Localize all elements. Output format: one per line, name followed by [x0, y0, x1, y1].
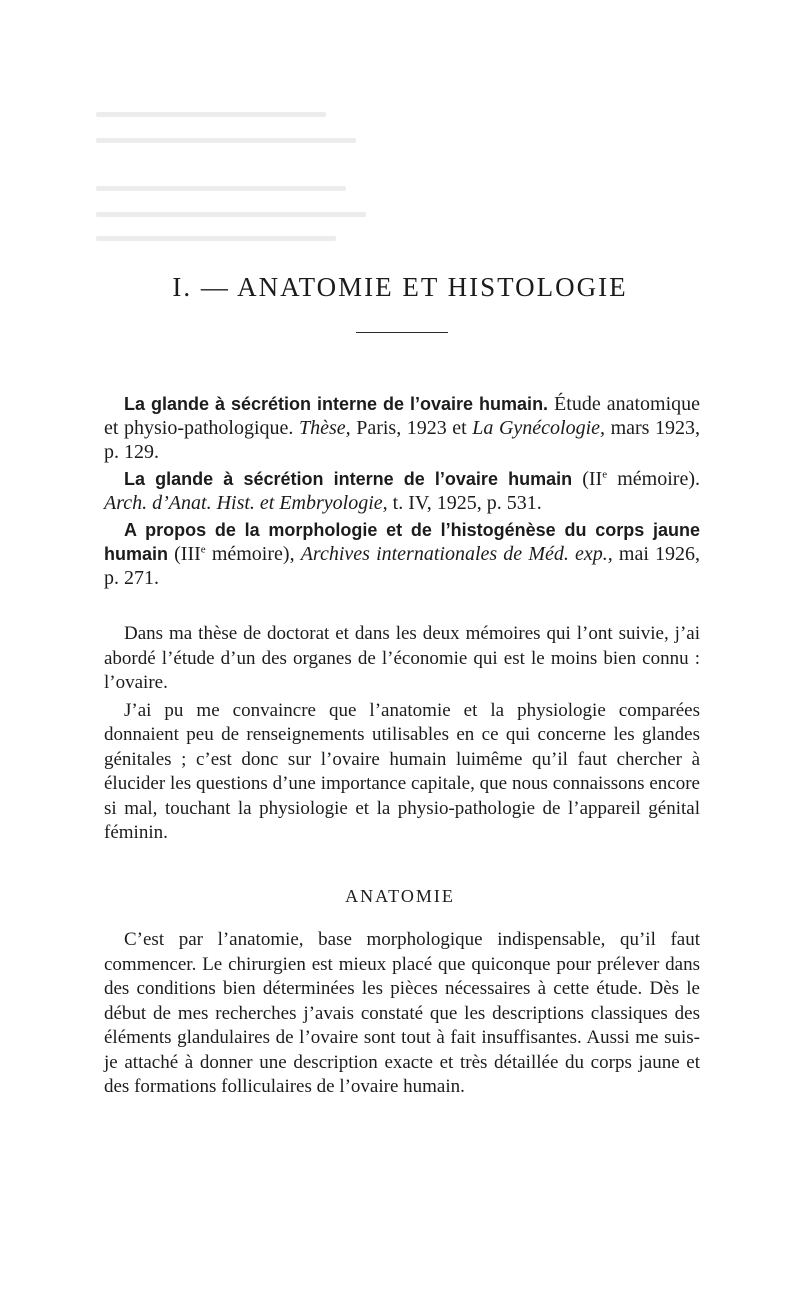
bibliography-references — [104, 392, 700, 593]
reference-journal: Thèse, — [298, 417, 351, 439]
body-paragraph: Dans ma thèse de doctorat et dans les deux mémoires qui l’ont suivie, j’ai abordé l’étude d’un des organes de l’économie qui est le moins bien connu : l’ovaire. — [104, 623, 700, 693]
reference-journal: La Gynécologie, — [472, 417, 606, 439]
section-heading: ANATOMIE — [345, 886, 455, 906]
reference-title: La glande à sécrétion interne de l’ovaire humain. — [124, 394, 549, 414]
body-paragraph: C’est par l’anatomie, base morphologique indispensable, qu’il faut commencer. Le chirurgien est mieux placé que quiconque pour prélever dans des conditions bien déterminées les pièces nécessaires à cette étude. Dès le début de mes recherches j’avais constaté que les descriptions classiques des éléments glandulaires de l’ovaire sont tout à fait insuffisantes. Aussi me suis-je attaché à donner une description exacte et très détaillée du corps jaune et des formations folliculaires de l’ovaire humain. — [104, 929, 700, 1097]
intro-text — [104, 622, 700, 849]
reference-journal: Arch. d’Anat. Hist. et Embryologie, — [104, 492, 388, 514]
bleed-through-mark — [96, 112, 326, 117]
body-paragraph: J’ai pu me convaincre que l’anatomie et la physiologie comparées donnaient peu de renseignements utilisables en ce qui concerne les glandes génitales ; c’est donc sur l’ovaire humain luimême qu’il faut chercher à élucider les questions d’une importance capitale, que nous connaissons encore si mal, touchant la physiologie et la physio-pathologie de l’appareil génital féminin. — [104, 699, 700, 843]
reference-title: La glande à sécrétion interne de l’ovaire humain — [124, 469, 573, 489]
section-text — [104, 928, 700, 1103]
chapter-title: I. — ANATOMIE ET HISTOLOGIE — [172, 272, 628, 302]
bleed-through-mark — [96, 236, 336, 241]
bleed-through-mark — [96, 138, 356, 143]
title-divider — [356, 332, 448, 333]
reference-entry: A propos de la morphologie et de l’histogénèse du corps jaune humain (IIIe mémoire), Archives internationales de Méd. exp., mai 1926, p. 271. — [104, 520, 701, 589]
reference-entry: La glande à sécrétion interne de l’ovaire humain (IIe mémoire). Arch. d’Anat. Hist. et Embryologie, t. IV, 1925, p. 531. — [104, 468, 700, 514]
reference-entry: La glande à sécrétion interne de l’ovaire humain. Étude anatomique et physio-pathologique. Thèse, Paris, 1923 et La Gynécologie, mars 1923, p. 129. — [104, 393, 701, 463]
reference-title: A propos de la morphologie et de l’histogénèse du corps jaune humain — [104, 520, 700, 564]
bleed-through-mark — [96, 212, 366, 217]
bleed-through-mark — [96, 186, 346, 191]
reference-journal: Archives internationales de Méd. exp., — [300, 543, 613, 565]
